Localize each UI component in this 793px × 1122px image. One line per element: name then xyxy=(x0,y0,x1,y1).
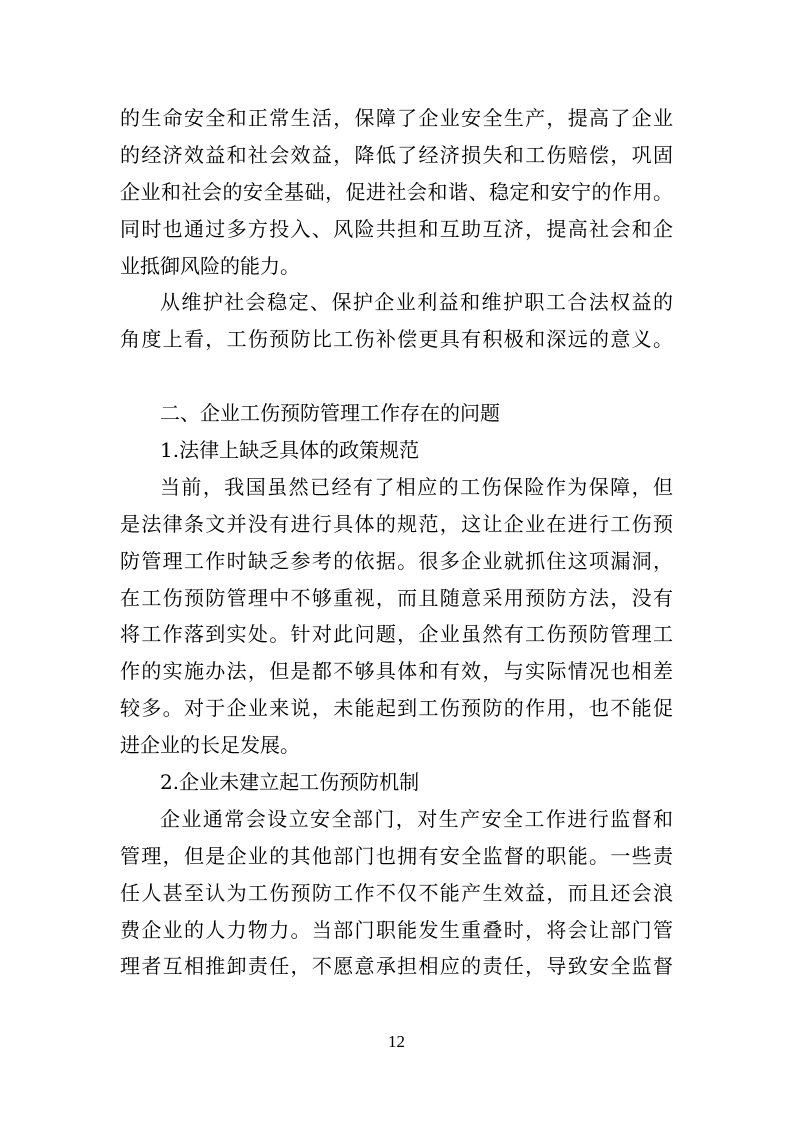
text-line: 是法律条文并没有进行具体的规范，这让企业在进行工伤预 xyxy=(120,511,673,536)
text-line: 从维护社会稳定、保护企业利益和维护职工合法权益的 xyxy=(160,290,673,315)
text-line: 管理，但是企业的其他部门也拥有安全监督的职能。一些责 xyxy=(120,843,673,868)
paragraph-4 xyxy=(120,801,673,985)
text-line: 角度上看，工伤预防比工伤补偿更具有积极和深远的意义。 xyxy=(120,327,673,352)
paragraph-1 xyxy=(120,100,673,284)
subheading-1: 1.法律上缺乏具体的政策规范 xyxy=(160,438,420,463)
text-line: 防管理工作时缺乏参考的依据。很多企业就抓住这项漏洞， xyxy=(120,548,673,573)
text-line: 将工作落到实处。针对此问题，企业虽然有工伤预防管理工 xyxy=(120,622,673,647)
text-line: 同时也通过多方投入、风险共担和互助互济，提高社会和企 xyxy=(120,216,673,241)
text-line: 较多。对于企业来说，未能起到工伤预防的作用，也不能促 xyxy=(120,696,673,721)
text-line: 企业和社会的安全基础，促进社会和谐、稳定和安宁的作用。 xyxy=(120,179,673,204)
text-line: 的生命安全和正常生活，保障了企业安全生产，提高了企业 xyxy=(120,106,673,130)
section-heading: 二、企业工伤预防管理工作存在的问题 xyxy=(160,401,500,426)
text-line: 在工伤预防管理中不够重视，而且随意采用预防方法，没有 xyxy=(120,585,673,610)
text-line: 业抵御风险的能力。 xyxy=(120,253,300,278)
text-line: 费企业的人力物力。当部门职能发生重叠时，将会让部门管 xyxy=(120,917,673,942)
text-line: 作的实施办法，但是都不够具体和有效，与实际情况也相差 xyxy=(120,659,673,684)
text-line: 理者互相推卸责任，不愿意承担相应的责任，导致安全监督 xyxy=(120,954,673,979)
text-line: 进企业的长足发展。 xyxy=(120,733,300,758)
document-page xyxy=(120,100,673,985)
text-line: 任人甚至认为工伤预防工作不仅不能产生效益，而且还会浪 xyxy=(120,880,673,905)
page-number: 12 xyxy=(388,1032,405,1051)
paragraph-3 xyxy=(120,469,673,764)
text-line: 的经济效益和社会效益，降低了经济损失和工伤赔偿，巩固 xyxy=(120,142,673,167)
text-line: 当前，我国虽然已经有了相应的工伤保险作为保障，但 xyxy=(160,474,673,499)
text-line: 企业通常会设立安全部门，对生产安全工作进行监督和 xyxy=(160,806,673,831)
subheading-2: 2.企业未建立起工伤预防机制 xyxy=(160,770,420,795)
blank-line xyxy=(120,358,673,395)
paragraph-2 xyxy=(120,284,673,358)
